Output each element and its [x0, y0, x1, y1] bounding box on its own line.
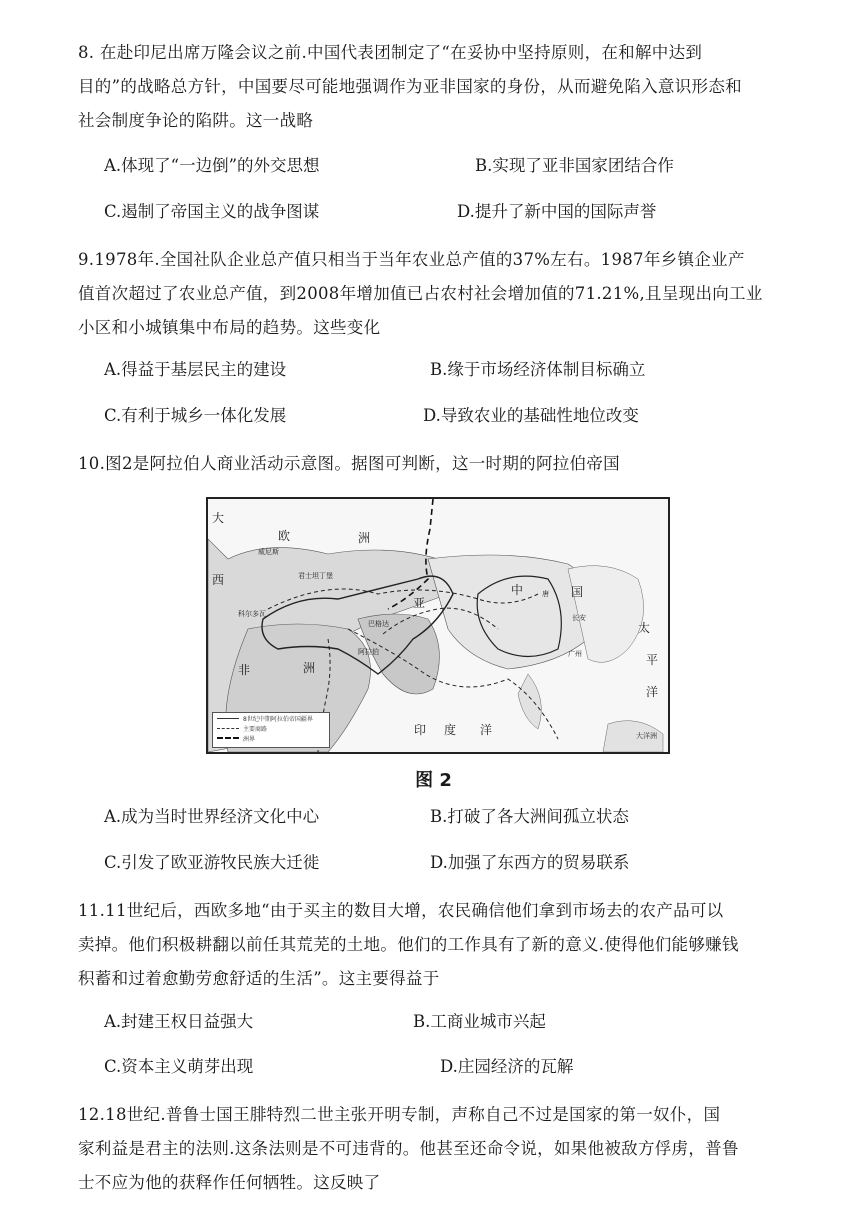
q8-option-c[interactable]: C.遏制了帝国主义的战争图谋: [104, 202, 320, 221]
q11-option-a[interactable]: A.封建王权日益强大: [104, 1012, 254, 1031]
label-china-2: 国: [571, 585, 584, 599]
label-africa: 非: [238, 663, 251, 677]
label-pacific-3: 洋: [646, 685, 659, 699]
label-tang: 唐: [542, 590, 549, 598]
label-baghdad: 巴格达: [368, 620, 389, 628]
q8-line-2: 目的”的战略总方针，中国要尽可能地强调作为亚非国家的身份，从而避免陷入意识形态和: [78, 77, 742, 96]
label-da: 大: [212, 511, 225, 525]
q9-option-c[interactable]: C.有利于城乡一体化发展: [104, 406, 287, 425]
q11-line-2: 卖掉。他们积极耕翻以前任其荒芜的土地。他们的工作具有了新的意义.使得他们能够赚钱: [78, 935, 739, 954]
label-constantinople: 君士坦丁堡: [298, 572, 333, 580]
label-xi: 西: [212, 573, 225, 587]
q10-option-b[interactable]: B.打破了各大洲间孤立状态: [430, 807, 629, 826]
legend-boundary: 8世纪中期阿拉伯帝国疆界: [213, 713, 329, 723]
q9-option-a[interactable]: A.得益于基层民主的建设: [104, 360, 287, 379]
q11-line-1: 11.11世纪后，西欧多地“由于买主的数目大增，农民确信他们拿到市场去的农产品可以: [78, 901, 724, 920]
label-africa-2: 洲: [303, 661, 316, 675]
figure-2-map: [206, 497, 670, 754]
legend-solid-line-icon: [217, 718, 239, 719]
label-indian-1: 印: [414, 723, 427, 737]
q10-option-a[interactable]: A.成为当时世界经济文化中心: [104, 807, 320, 826]
q8-option-b[interactable]: B.实现了亚非国家团结合作: [475, 156, 674, 175]
q10-line-1: 10.图2是阿拉伯人商业活动示意图。据图可判断，这一时期的阿拉伯帝国: [78, 454, 620, 473]
question-9-stem: [78, 243, 790, 345]
label-china-1: 中: [511, 583, 524, 597]
question-10-stem: [78, 447, 790, 481]
label-pacific-1: 太: [638, 621, 651, 635]
legend-continent-line: 洲界: [213, 733, 329, 743]
legend-dashed-line-icon: [217, 728, 239, 729]
q11-option-b[interactable]: B.工商业城市兴起: [413, 1012, 546, 1031]
label-changan: 长安: [572, 614, 586, 622]
label-europe-2: 洲: [358, 531, 371, 545]
legend-bold-dashed-line-icon: [217, 737, 239, 739]
q8-option-d[interactable]: D.提升了新中国的国际声誉: [457, 202, 657, 221]
q12-line-3: 士不应为他的获释作任何牺牲。这反映了: [78, 1173, 381, 1192]
question-11-stem: [78, 894, 790, 996]
label-asia: 亚: [413, 596, 426, 610]
figure-2-caption: 图 2: [415, 770, 452, 791]
q9-option-b[interactable]: B.缘于市场经济体制目标确立: [430, 360, 646, 379]
label-europe: 欧: [278, 529, 291, 543]
question-12-stem: [78, 1098, 790, 1200]
label-indian-2: 度: [444, 723, 457, 737]
q8-option-a[interactable]: A.体现了“一边倒”的外交思想: [104, 156, 320, 175]
q11-option-c[interactable]: C.资本主义萌芽出现: [104, 1057, 254, 1076]
label-pacific-2: 平: [646, 653, 659, 667]
label-venice: 威尼斯: [258, 548, 279, 556]
q9-line-2: 值首次超过了农业总产值，到2008年增加值已占农村社会增加值的71.21%,且呈现出向工业: [78, 284, 763, 303]
q11-option-d[interactable]: D.庄园经济的瓦解: [440, 1057, 574, 1076]
q9-option-d[interactable]: D.导致农业的基础性地位改变: [423, 406, 639, 425]
label-arabia: 阿拉伯: [358, 648, 379, 656]
q12-line-1: 12.18世纪.普鲁士国王腓特烈二世主张开明专制，声称自己不过是国家的第一奴仆，国: [78, 1105, 721, 1124]
q10-option-d[interactable]: D.加强了东西方的贸易联系: [430, 853, 630, 872]
q10-option-c[interactable]: C.引发了欧亚游牧民族大迁徙: [104, 853, 320, 872]
label-oceania: 大洋洲: [636, 732, 657, 740]
map-legend: [212, 712, 330, 748]
label-guangzhou: 广州: [568, 650, 582, 658]
legend-trade-route: 主要商路: [213, 723, 329, 733]
q8-line-3: 社会制度争论的陷阱。这一战略: [78, 111, 314, 130]
question-8-stem: [78, 36, 790, 138]
label-indian-3: 洋: [480, 723, 493, 737]
q9-line-1: 9.1978年.全国社队企业总产值只相当于当年农业总产值的37%左右。1987年乡镇企业产: [78, 250, 745, 269]
q11-line-3: 积蓄和过着愈勤劳愈舒适的生活”。这主要得益于: [78, 969, 440, 988]
q9-line-3: 小区和小城镇集中布局的趋势。这些变化: [78, 318, 381, 337]
q12-line-2: 家利益是君主的法则.这条法则是不可违背的。他甚至还命令说，如果他被敌方俘虏，普鲁: [78, 1139, 739, 1158]
q8-line-1: 8. 在赴印尼出席万隆会议之前.中国代表团制定了“在妥协中坚持原则，在和解中达到: [78, 43, 703, 62]
label-cordoba: 科尔多瓦: [238, 610, 266, 618]
